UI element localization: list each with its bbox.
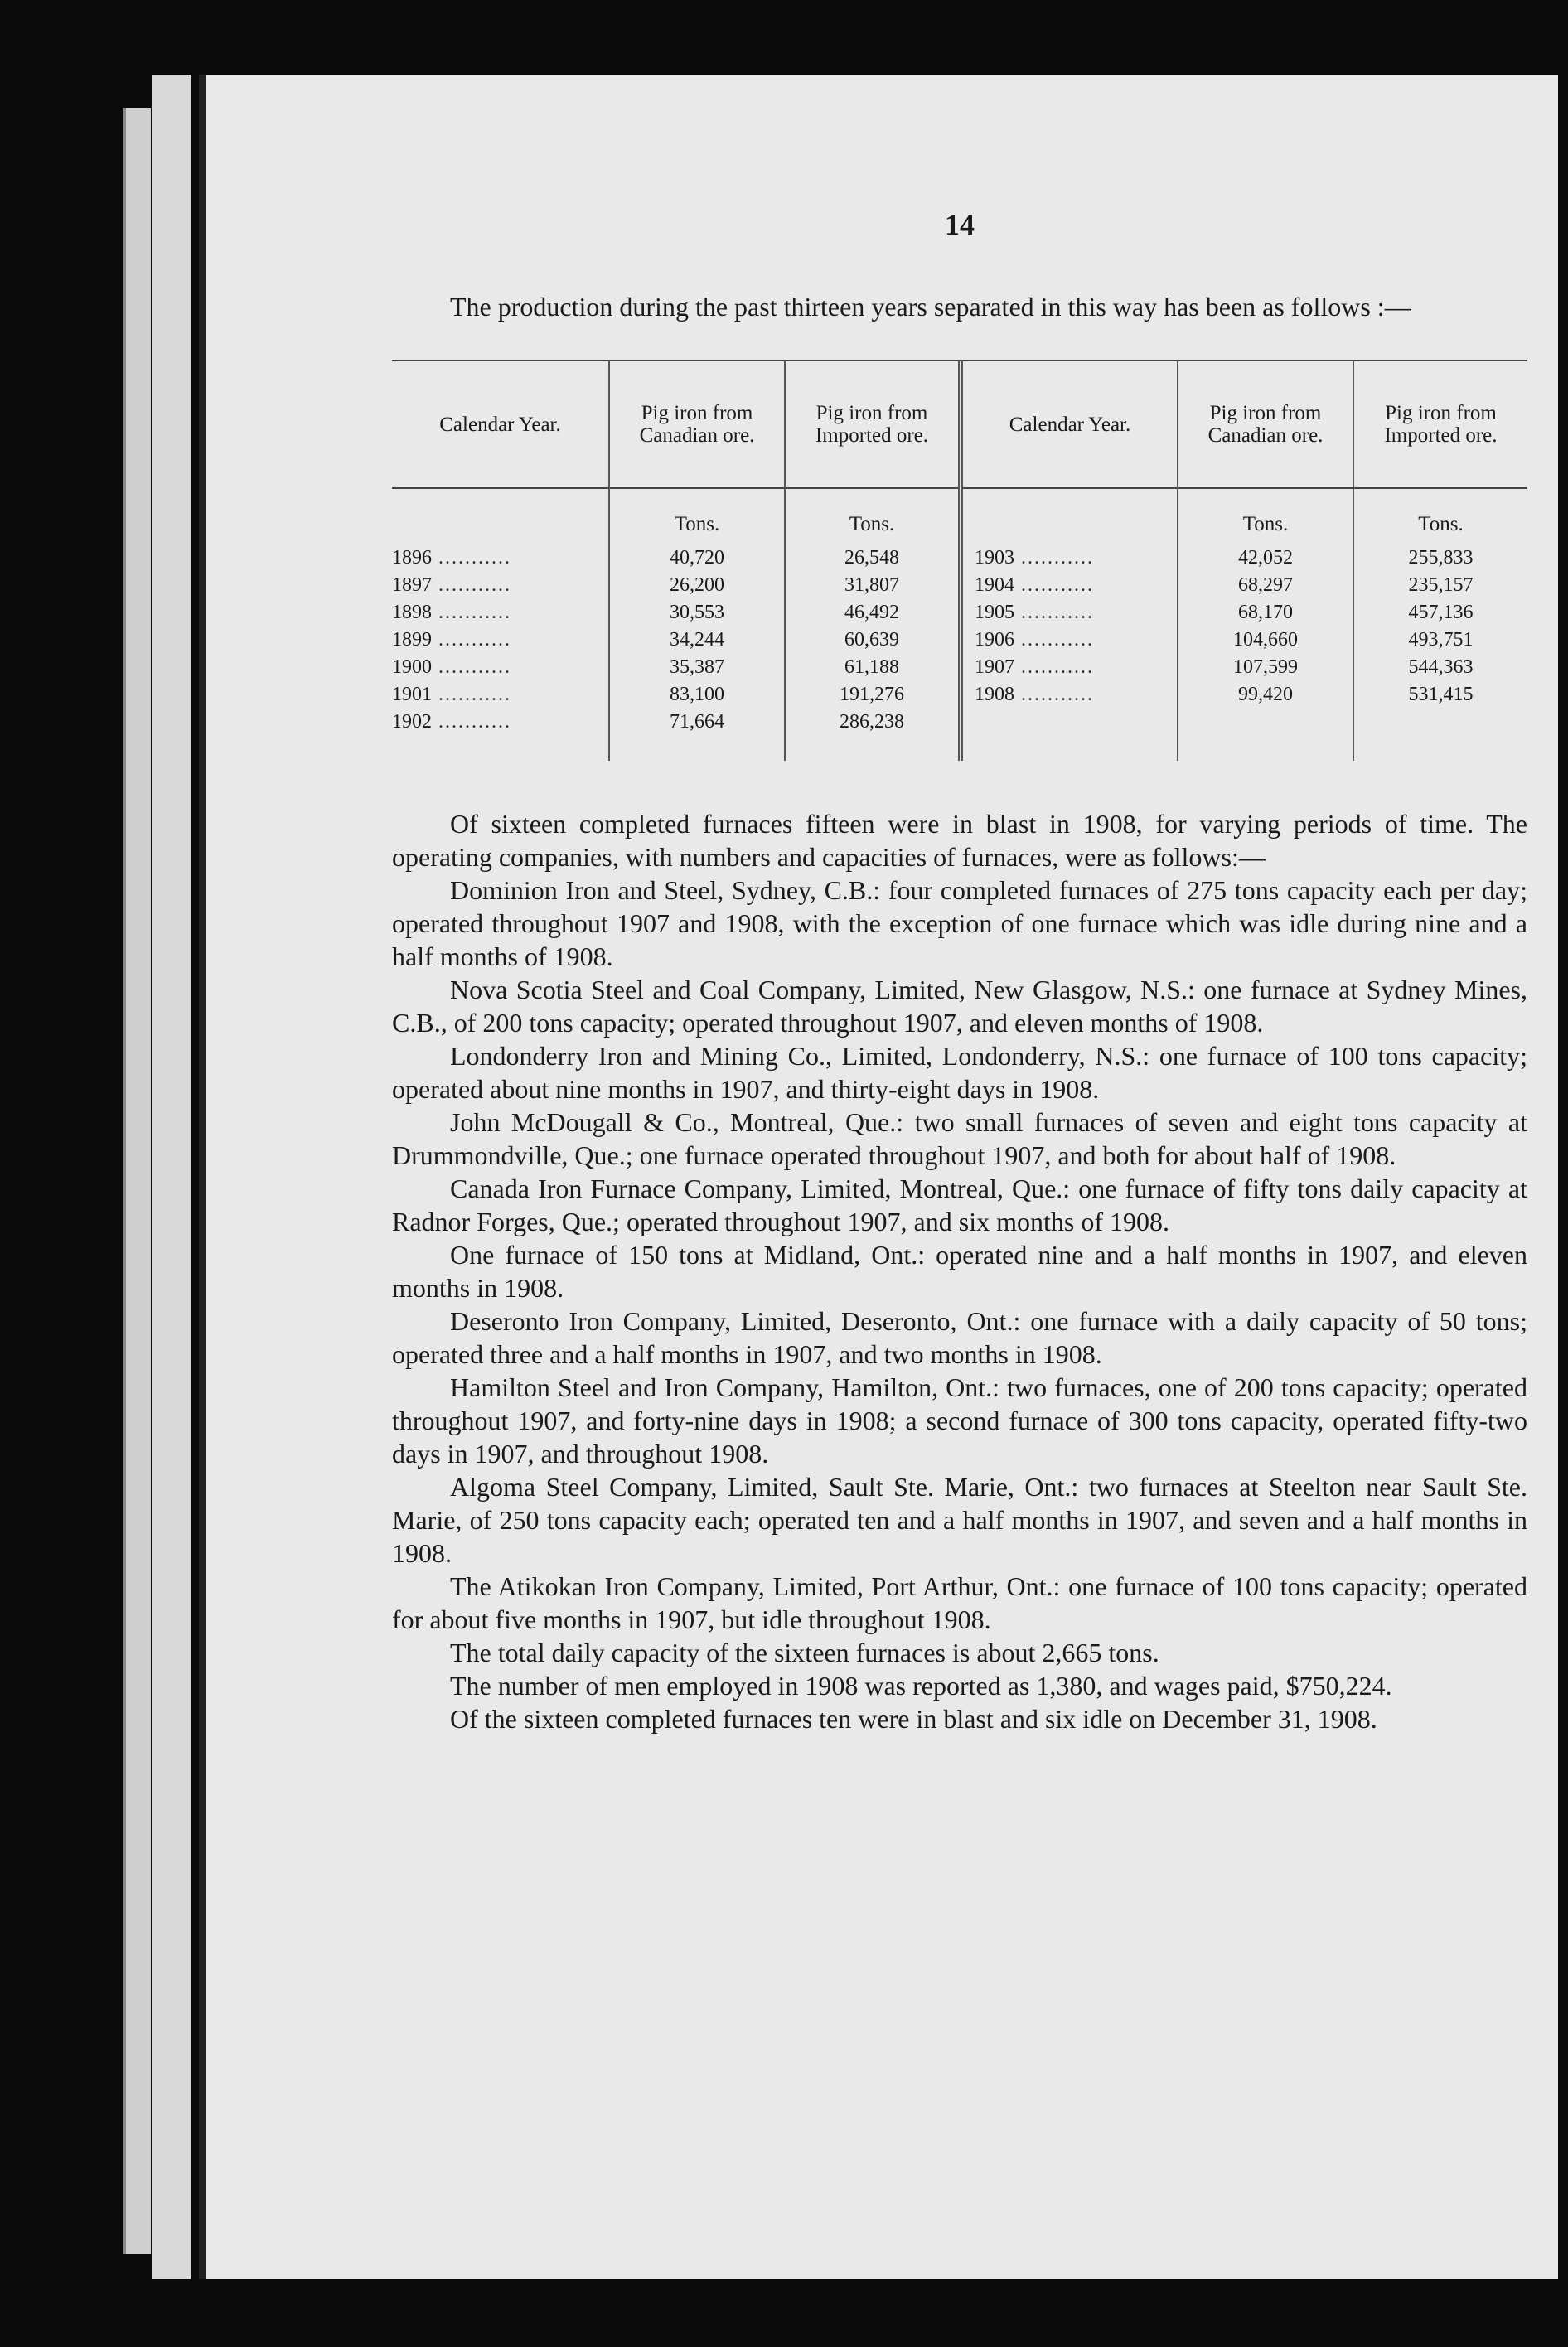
paragraph: John McDougall & Co., Montreal, Que.: two small furnaces of seven and eight tons capacity at Drummondville, Que.; one furnace operated throughout 1907, and both for about half of 1908.: [392, 1107, 1527, 1170]
leader-dots: ...........: [1014, 574, 1094, 596]
imported-cell: 286,238: [785, 709, 961, 761]
production-table: [392, 361, 1527, 761]
year-cell: [392, 572, 609, 599]
imported-cell: 61,188: [785, 654, 961, 681]
canadian-cell: 34,244: [609, 627, 785, 654]
leader-dots: ...........: [432, 602, 511, 623]
paragraph: Hamilton Steel and Iron Company, Hamilton, Ont.: two furnaces, one of 200 tons capacity; operated throughout 1907, and forty-nine days in 1908; a second furnace of 300 tons capacity, operated fifty-two days in 1907, and throughout 1908.: [392, 1372, 1527, 1469]
units-blank: [392, 488, 609, 544]
canadian-cell: 83,100: [609, 681, 785, 709]
empty-cell: [1353, 709, 1527, 761]
leader-dots: ...........: [432, 684, 511, 705]
year-cell: [392, 544, 609, 572]
body-text: [392, 807, 1527, 1735]
imported-cell: 31,807: [785, 572, 961, 599]
leader-dots: ...........: [432, 711, 511, 733]
empty-cell: [1178, 709, 1353, 761]
canadian-cell: 107,599: [1178, 654, 1353, 681]
page-content: [392, 207, 1527, 1735]
imported-cell: 493,751: [1353, 627, 1527, 654]
leader-dots: ...........: [1014, 602, 1094, 623]
header-imported-left: Pig iron from Imported ore.: [785, 361, 961, 488]
year-value: 1897: [392, 574, 432, 596]
paragraph: Canada Iron Furnace Company, Limited, Montreal, Que.: one furnace of fifty tons daily capacity at Radnor Forges, Que.; operated throughout 1907, and six months of 1908.: [392, 1174, 1527, 1236]
year-cell: [392, 627, 609, 654]
table-row: [392, 544, 1527, 572]
paragraph: The Atikokan Iron Company, Limited, Port Arthur, Ont.: one furnace of 100 tons capacity; operated for about five months in 1907, but idle throughout 1908.: [392, 1571, 1527, 1634]
paragraph: Of the sixteen completed furnaces ten were in blast and six idle on December 31, 1908.: [450, 1704, 1377, 1734]
leader-dots: ...........: [432, 656, 511, 678]
header-canadian-right: Pig iron from Canadian ore.: [1178, 361, 1353, 488]
year-value: 1902: [392, 711, 432, 733]
imported-cell: 531,415: [1353, 681, 1527, 709]
leader-dots: ...........: [432, 574, 511, 596]
scan-edge-inner: [152, 75, 191, 2279]
leader-dots: ...........: [1014, 684, 1094, 705]
year-value: 1900: [392, 656, 432, 678]
leader-dots: ...........: [1014, 629, 1094, 651]
year-cell: [392, 709, 609, 761]
paragraph: One furnace of 150 tons at Midland, Ont.: operated nine and a half months in 1907, and eleven months in 1908.: [392, 1240, 1527, 1303]
paragraph: Nova Scotia Steel and Coal Company, Limited, New Glasgow, N.S.: one furnace at Sydney Mines, C.B., of 200 tons capacity; operated throughout 1907, and eleven months of 1908.: [392, 975, 1527, 1038]
table-header-row: [392, 361, 1527, 488]
empty-cell: [961, 709, 1178, 761]
imported-cell: 255,833: [1353, 544, 1527, 572]
units-blank: [961, 488, 1178, 544]
table-row: [392, 654, 1527, 681]
year-cell: [392, 681, 609, 709]
table-row: [392, 572, 1527, 599]
year-value: 1906: [975, 629, 1014, 651]
leader-dots: ...........: [432, 547, 511, 569]
imported-cell: 191,276: [785, 681, 961, 709]
paragraph: The total daily capacity of the sixteen furnaces is about 2,665 tons.: [450, 1638, 1159, 1667]
document-page: [199, 75, 1558, 2279]
paragraph: Algoma Steel Company, Limited, Sault Ste. Marie, Ont.: two furnaces at Steelton near Sault Ste. Marie, of 250 tons capacity each; operated ten and a half months in 1907, and seven and a half months in 1908.: [392, 1472, 1527, 1568]
year-value: 1905: [975, 602, 1014, 623]
year-cell: [961, 627, 1178, 654]
units-cell: Tons.: [1353, 488, 1527, 544]
leader-dots: ...........: [1014, 656, 1094, 678]
imported-cell: 60,639: [785, 627, 961, 654]
header-canadian-left: Pig iron from Canadian ore.: [609, 361, 785, 488]
leader-dots: ...........: [432, 629, 511, 651]
canadian-cell: 104,660: [1178, 627, 1353, 654]
paragraph: Deseronto Iron Company, Limited, Deseronto, Ont.: one furnace with a daily capacity of 50 tons; operated three and a half months in 1907, and two months in 1908.: [392, 1306, 1527, 1369]
table-row: [392, 709, 1527, 761]
year-value: 1907: [975, 656, 1014, 678]
year-cell: [392, 599, 609, 627]
year-cell: [961, 681, 1178, 709]
imported-cell: 235,157: [1353, 572, 1527, 599]
scan-edge-outer: [123, 108, 151, 2254]
leader-dots: ...........: [1014, 547, 1094, 569]
paragraph: The number of men employed in 1908 was reported as 1,380, and wages paid, $750,224.: [450, 1671, 1392, 1701]
year-value: 1904: [975, 574, 1014, 596]
canadian-cell: 35,387: [609, 654, 785, 681]
paragraph: Of sixteen completed furnaces fifteen were in blast in 1908, for varying periods of time. The operating companies, with numbers and capacities of furnaces, were as follows:—: [392, 809, 1527, 872]
year-cell: [961, 544, 1178, 572]
canadian-cell: 71,664: [609, 709, 785, 761]
year-value: 1899: [392, 629, 432, 651]
year-cell: [961, 654, 1178, 681]
year-value: 1908: [975, 684, 1014, 705]
units-cell: Tons.: [609, 488, 785, 544]
year-value: 1901: [392, 684, 432, 705]
imported-cell: 46,492: [785, 599, 961, 627]
canadian-cell: 68,170: [1178, 599, 1353, 627]
canadian-cell: 42,052: [1178, 544, 1353, 572]
year-value: 1898: [392, 602, 432, 623]
units-row: [392, 488, 1527, 544]
table-body: [392, 488, 1527, 761]
canadian-cell: 30,553: [609, 599, 785, 627]
imported-cell: 457,136: [1353, 599, 1527, 627]
paragraph: Dominion Iron and Steel, Sydney, C.B.: four completed furnaces of 275 tons capacity each per day; operated throughout 1907 and 1908, with the exception of one furnace which was idle during nine and a half months of 1908.: [392, 875, 1527, 971]
units-cell: Tons.: [1178, 488, 1353, 544]
table-row: [392, 627, 1527, 654]
year-value: 1903: [975, 547, 1014, 569]
canadian-cell: 40,720: [609, 544, 785, 572]
page-number: 14: [945, 208, 975, 241]
header-calendar-year-right: Calendar Year.: [961, 361, 1178, 488]
year-cell: [392, 654, 609, 681]
table-row: [392, 599, 1527, 627]
year-cell: [961, 572, 1178, 599]
header-imported-right: Pig iron from Imported ore.: [1353, 361, 1527, 488]
paragraph: Londonderry Iron and Mining Co., Limited, Londonderry, N.S.: one furnace of 100 tons capacity; operated about nine months in 1907, and thirty-eight days in 1908.: [392, 1041, 1527, 1104]
year-value: 1896: [392, 547, 432, 569]
table-row: [392, 681, 1527, 709]
header-calendar-year-left: Calendar Year.: [439, 413, 561, 436]
production-table-wrap: [392, 360, 1527, 761]
canadian-cell: 26,200: [609, 572, 785, 599]
canadian-cell: 68,297: [1178, 572, 1353, 599]
imported-cell: 26,548: [785, 544, 961, 572]
units-cell: Tons.: [785, 488, 961, 544]
imported-cell: 544,363: [1353, 654, 1527, 681]
canadian-cell: 99,420: [1178, 681, 1353, 709]
year-cell: [961, 599, 1178, 627]
intro-paragraph: The production during the past thirteen years separated in this way has been as follows :—: [450, 292, 1411, 322]
